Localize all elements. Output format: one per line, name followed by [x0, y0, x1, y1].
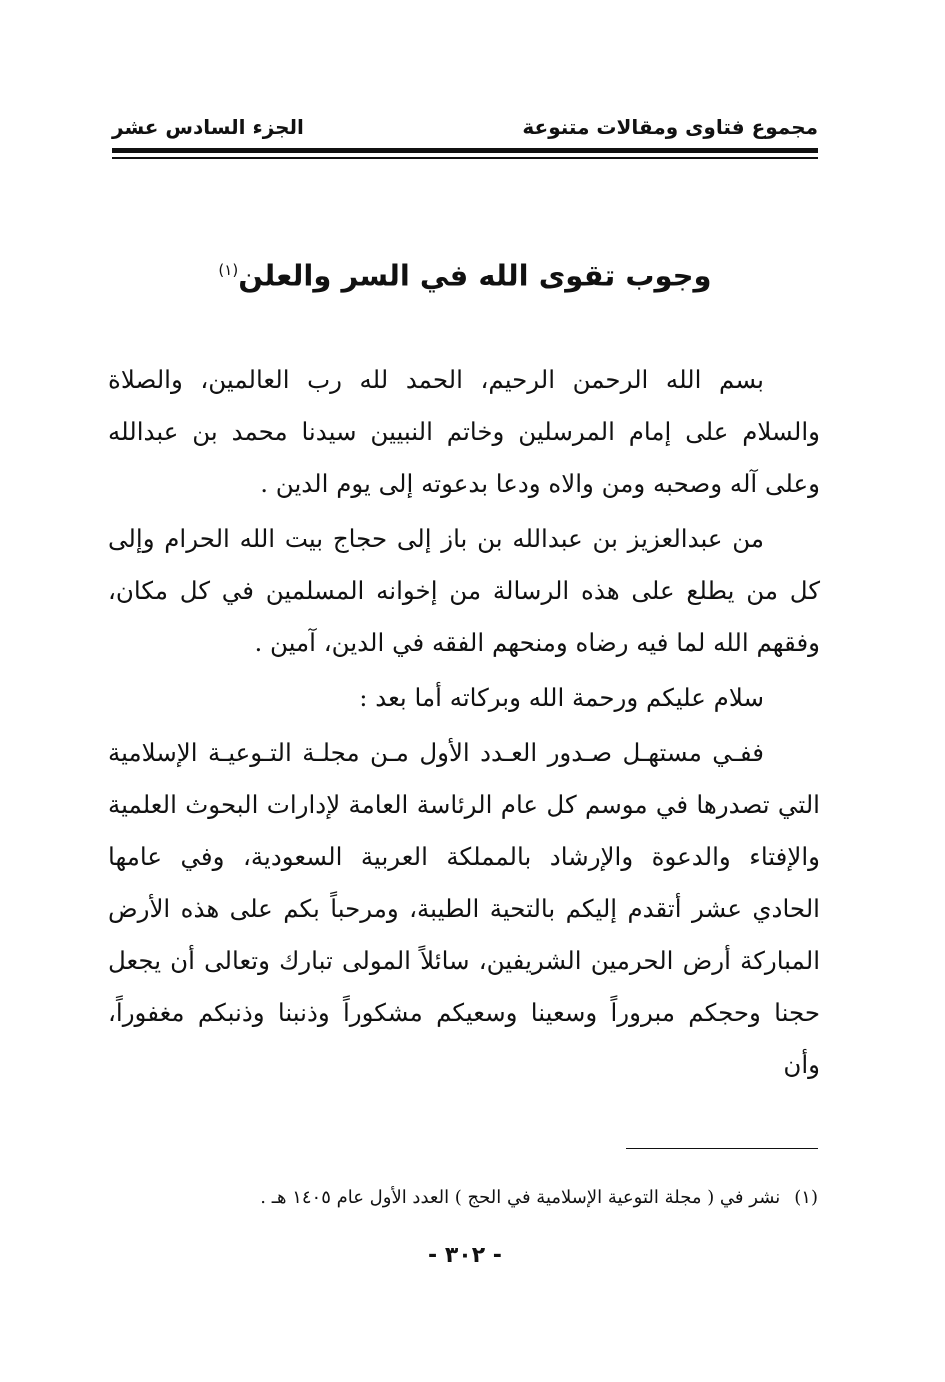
article-title: [112, 246, 818, 300]
book-title: مجموع فتاوى ومقالات متنوعة: [522, 115, 818, 139]
footnote-mark: (١): [794, 1187, 818, 1208]
footnote-text: نشر في ( مجلة التوعية الإسلامية في الحج ) العدد الأول عام ١٤٠٥ هـ .: [260, 1187, 781, 1208]
paragraph-basmala: بسم الله الرحمن الرحيم، الحمد لله رب العالمين، والصلاة والسلام على إمام المرسلين وخاتم النبيين سيدنا محمد بن عبدالله وعلى آله وصحبه ومن والاه ودعا بدعوته إلى يوم الدين .: [108, 365, 820, 498]
article-title-text: وجوب تقوى الله في السر والعلن: [238, 258, 712, 293]
paragraph-greeting: سلام عليكم ورحمة الله وبركاته أما بعد :: [359, 683, 764, 712]
header-rule-thick: [112, 148, 818, 153]
footnote: [112, 1183, 818, 1213]
article-body: [108, 354, 820, 1091]
header-rule-thin: [112, 157, 818, 159]
paragraph-addressee: من عبدالعزيز بن عبدالله بن باز إلى حجاج بيت الله الحرام وإلى كل من يطلع على هذه الرسالة من إخوانه المسلمين في كل مكان، وفقهم الله لما فيه رضاه ومنحهم الفقه في الدين، آمين .: [108, 524, 820, 657]
volume-label: الجزء السادس عشر: [112, 115, 304, 139]
footnote-rule: [626, 1148, 818, 1149]
running-header: [112, 112, 818, 142]
title-footnote-ref: (١): [218, 261, 239, 279]
paragraph-main: ففـي مستهـل صـدور العـدد الأول مـن مجلـة التـوعيـة الإسلامية التي تصدرها في موسم كل عام الرئاسة العامة لإدارات البحوث العلمية والإفتاء والدعوة والإرشاد بالمملكة العربية السعودية، وفي عامها الحادي عشر أتقدم إليكم بالتحية الطيبة، ومرحباً بكم على هذه الأرض المباركة أرض الحرمين الشريفين، سائلاً المولى تبارك وتعالى أن يجعل حجنا وحجكم مبروراً وسعينا وسعيكم مشكوراً وذنبنا وذنبكم مغفوراً، وأن: [108, 738, 820, 1079]
page-number: - ٣٠٢ -: [428, 1243, 502, 1268]
